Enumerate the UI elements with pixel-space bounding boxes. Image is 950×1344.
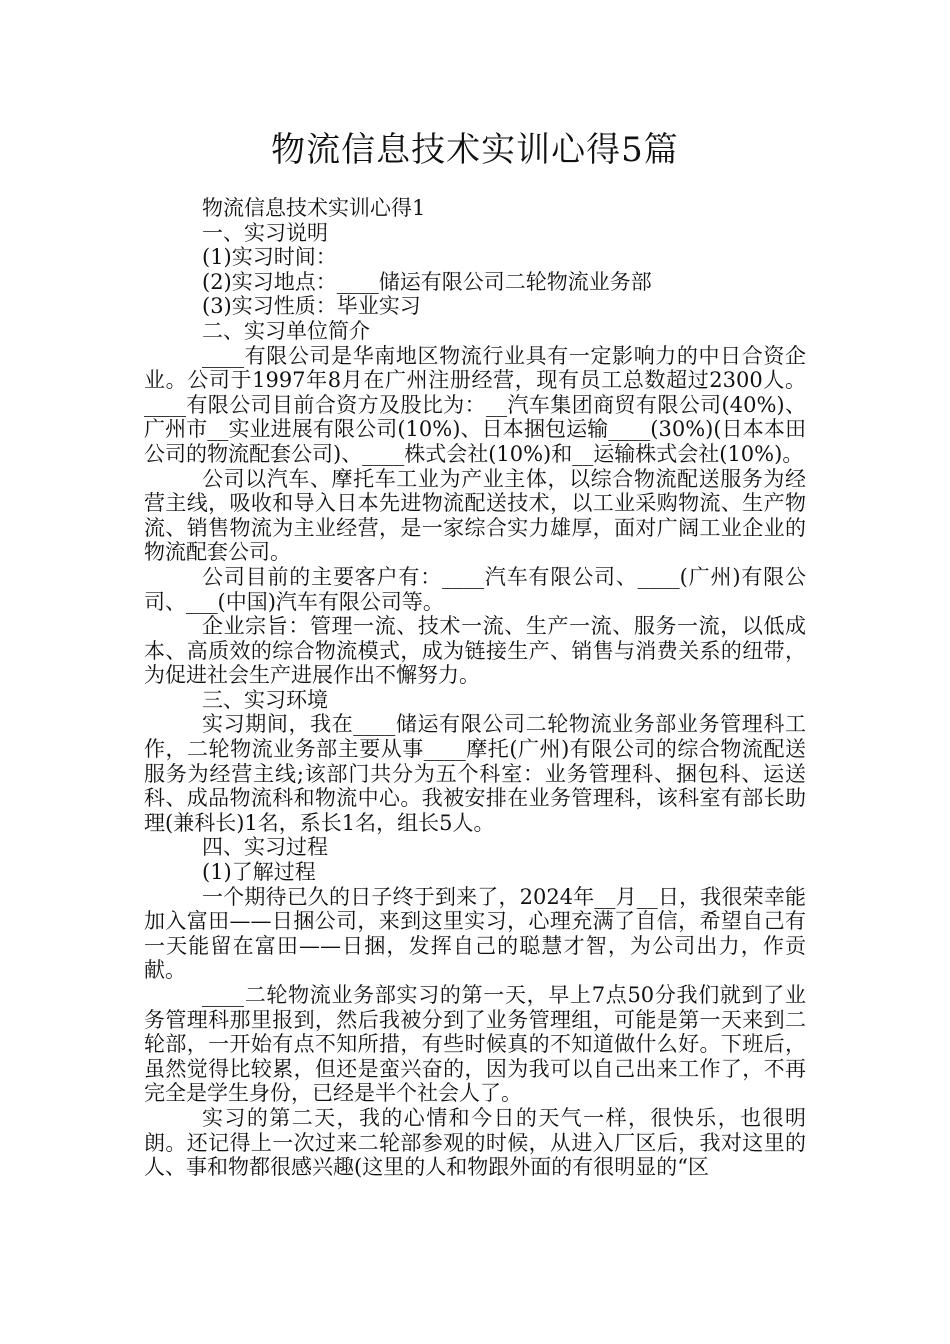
body-paragraph: ____二轮物流业务部实习的第一天，早上7点50分我们就到了业务管理科那里报到，然后我被分到了业务管理组，可能是第一天来到二轮部，一开始有点不知所措，有些时候真的不知道做什么好。下班后，虽然觉得比较累，但还是蛮兴奋的，因为我可以自己出来工作了，不再完全是学生身份，已经是半个社会人了。 bbox=[144, 983, 806, 1106]
section-heading: (2)实习地点：____储运有限公司二轮物流业务部 bbox=[202, 269, 652, 294]
document-body bbox=[144, 196, 806, 1180]
section-heading: (1)实习时间： bbox=[202, 245, 337, 270]
section-heading: (3)实习性质：毕业实习 bbox=[202, 294, 421, 319]
document-title: 物流信息技术实训心得5篇 bbox=[271, 130, 679, 170]
body-paragraph: 一个期待已久的日子终于到来了，2024年__月__日，我很荣幸能加入富田——日捆公司，来到这里实习，心理充满了自信，希望自己有一天能留在富田——日捆，发挥自己的聪慧才智，为公司出力，作贡献。 bbox=[144, 884, 806, 983]
section-heading: 二、实习单位简介 bbox=[202, 318, 370, 343]
section-heading: 物流信息技术实训心得1 bbox=[202, 196, 426, 220]
body-paragraph: 实习期间，我在____储运有限公司二轮物流业务部业务管理科工作，二轮物流业务部主要从事____摩托(广州)有限公司的综合物流配送服务为经营主线;该部门共分为五个科室：业务管理科、捆包科、运送科、成品物流科和物流中心。我被安排在业务管理科，该科室有部长助理(兼科长)1名，系长1名，组长5人。 bbox=[144, 712, 806, 835]
body-paragraph: 公司目前的主要客户有：____汽车有限公司、____(广州)有限公司、___(中国)汽车有限公司等。 bbox=[144, 564, 806, 614]
section-heading: (1)了解过程 bbox=[202, 860, 316, 885]
section-heading: 一、实习说明 bbox=[202, 220, 328, 245]
section-heading: 三、实习环境 bbox=[202, 687, 328, 712]
body-paragraph: 实习的第二天，我的心情和今日的天气一样，很快乐，也很明朗。还记得上一次过来二轮部参观的时候，从进入厂区后，我对这里的人、事和物都很感兴趣(这里的人和物跟外面的有很明显的“区 bbox=[144, 1105, 806, 1180]
section-heading: 四、实习过程 bbox=[202, 835, 328, 860]
body-paragraph: 公司以汽车、摩托车工业为产业主体，以综合物流配送服务为经营主线，吸收和导入日本先进物流配送技术，以工业采购物流、生产物流、销售物流为主业经营，是一家综合实力雄厚，面对广阔工业企业的物流配套公司。 bbox=[144, 466, 806, 565]
body-paragraph: ____有限公司是华南地区物流行业具有一定影响力的中日合资企业。公司于1997年8月在广州注册经营，现有员工总数超过2300人。____有限公司目前合资方及股比为：__汽车集团商贸有限公司(40%)、广州市__实业进展有限公司(10%)、日本捆包运输____(30%)(日本本田公司的物流配套公司)、____株式会社(10%)和__运输株式会社(10%)。 bbox=[144, 343, 806, 466]
body-paragraph: 企业宗旨：管理一流、技术一流、生产一流、服务一流，以低成本、高质效的综合物流模式，成为链接生产、销售与消费关系的纽带，为促进社会生产进展作出不懈努力。 bbox=[144, 614, 806, 688]
